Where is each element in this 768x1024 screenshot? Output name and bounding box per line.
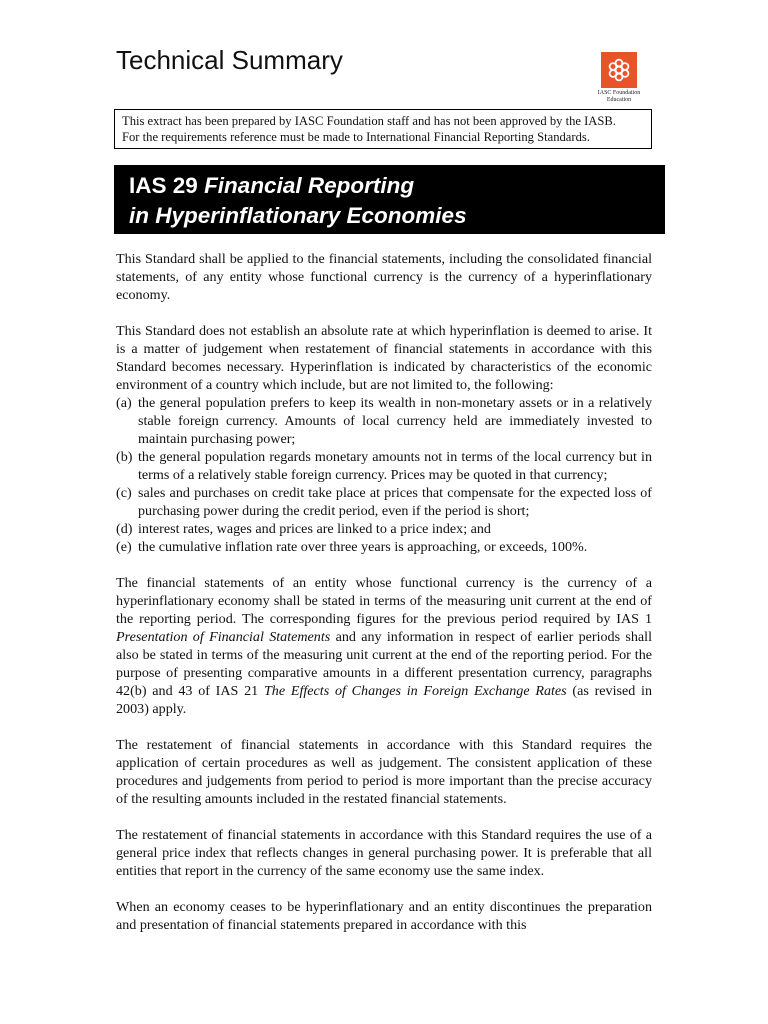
logo-caption-line1: IASC Foundation: [597, 90, 641, 96]
list-item: [116, 394, 652, 448]
list-item: [116, 520, 652, 538]
list-item: [116, 484, 652, 520]
paragraph-price-index: The restatement of financial statements in accordance with this Standard requires the use of a general price index that reflects changes in general purchasing power. It is preferable that all entities that report in the currency of the same economy use the same index.: [116, 827, 652, 879]
page-title: Technical Summary: [116, 45, 343, 75]
list-marker: (c): [116, 485, 132, 501]
flower-emblem-icon: [601, 52, 637, 88]
paragraph-scope: This Standard shall be applied to the financial statements, including the consolidated financial statements, of any entity whose functional currency is the currency of a hyperinflationary economy.: [116, 251, 652, 303]
banner-line1: [129, 171, 665, 201]
text-run: and any information in respect of earlier periods shall also be stated in terms of the measuring unit current at the end of the reporting period. For the purpose of presenting comparative amounts in a different presentation currency, paragraphs 42(b) and 43 of IAS 21: [116, 629, 652, 699]
logo-caption-line2: Education: [606, 97, 632, 103]
standard-title-part1: Financial Reporting: [204, 173, 415, 198]
list-item: [116, 538, 652, 556]
indicator-list: [116, 394, 652, 556]
disclaimer-line1: This extract has been prepared by IASC Foundation staff and has not been approved by the IASB.: [122, 114, 616, 128]
ias21-title: The Effects of Changes in Foreign Exchange Rates: [263, 683, 567, 699]
list-marker: (d): [116, 521, 133, 537]
paragraph-procedures: The restatement of financial statements in accordance with this Standard requires the application of certain procedures as well as judgement. The consistent application of these procedures and judgements from period to period is more important than the precise accuracy of the resulting amounts included in the restated financial statements.: [116, 737, 652, 807]
logo-caption: [594, 90, 644, 104]
paragraph-ceases: When an economy ceases to be hyperinflationary and an entity discontinues the preparation and presentation of financial statements prepared in accordance with this: [116, 899, 652, 933]
paragraph-measuring-unit: [116, 574, 652, 718]
list-marker: (b): [116, 449, 133, 465]
standard-code: IAS 29: [129, 173, 198, 198]
list-text: sales and purchases on credit take place at prices that compensate for the expected loss of purchasing power during the credit period, even if the period is short;: [138, 485, 652, 519]
text-run: (as revised in 2003) apply.: [116, 683, 652, 717]
paragraph-indicators-intro: This Standard does not establish an absolute rate at which hyperinflation is deemed to arise. It is a matter of judgement when restatement of financial statements in accordance with this Standard becomes necessary. Hyperinflation is indicated by characteristics of the economic environment of a country which include, but are not limited to, the following:: [116, 323, 652, 393]
iasc-foundation-logo: [594, 52, 644, 104]
list-marker: (a): [116, 395, 132, 411]
list-text: the cumulative inflation rate over three years is approaching, or exceeds, 100%.: [138, 539, 588, 555]
list-text: the general population prefers to keep its wealth in non-monetary assets or in a relatively stable foreign currency. Amounts of local currency held are immediately invested to maintain purchasing power;: [138, 395, 652, 447]
list-marker: (e): [116, 539, 132, 555]
standard-title-banner: [114, 165, 665, 234]
summary-body: [116, 250, 652, 952]
list-item: [116, 448, 652, 484]
list-text: interest rates, wages and prices are linked to a price index; and: [138, 521, 491, 537]
disclaimer-box: [114, 109, 652, 149]
ias1-title: Presentation of Financial Statements: [116, 629, 331, 645]
disclaimer-line2: For the requirements reference must be made to International Financial Reporting Standards.: [122, 130, 590, 144]
list-text: the general population regards monetary amounts not in terms of the local currency but in terms of a relatively stable foreign currency. Prices may be quoted in that currency;: [138, 449, 652, 483]
standard-title-part2: in Hyperinflationary Economies: [129, 203, 467, 228]
text-run: The financial statements of an entity whose functional currency is the currency of a hyperinflationary economy shall be stated in terms of the measuring unit current at the end of the reporting period. The corresponding figures for the previous period required by IAS 1: [116, 575, 652, 627]
